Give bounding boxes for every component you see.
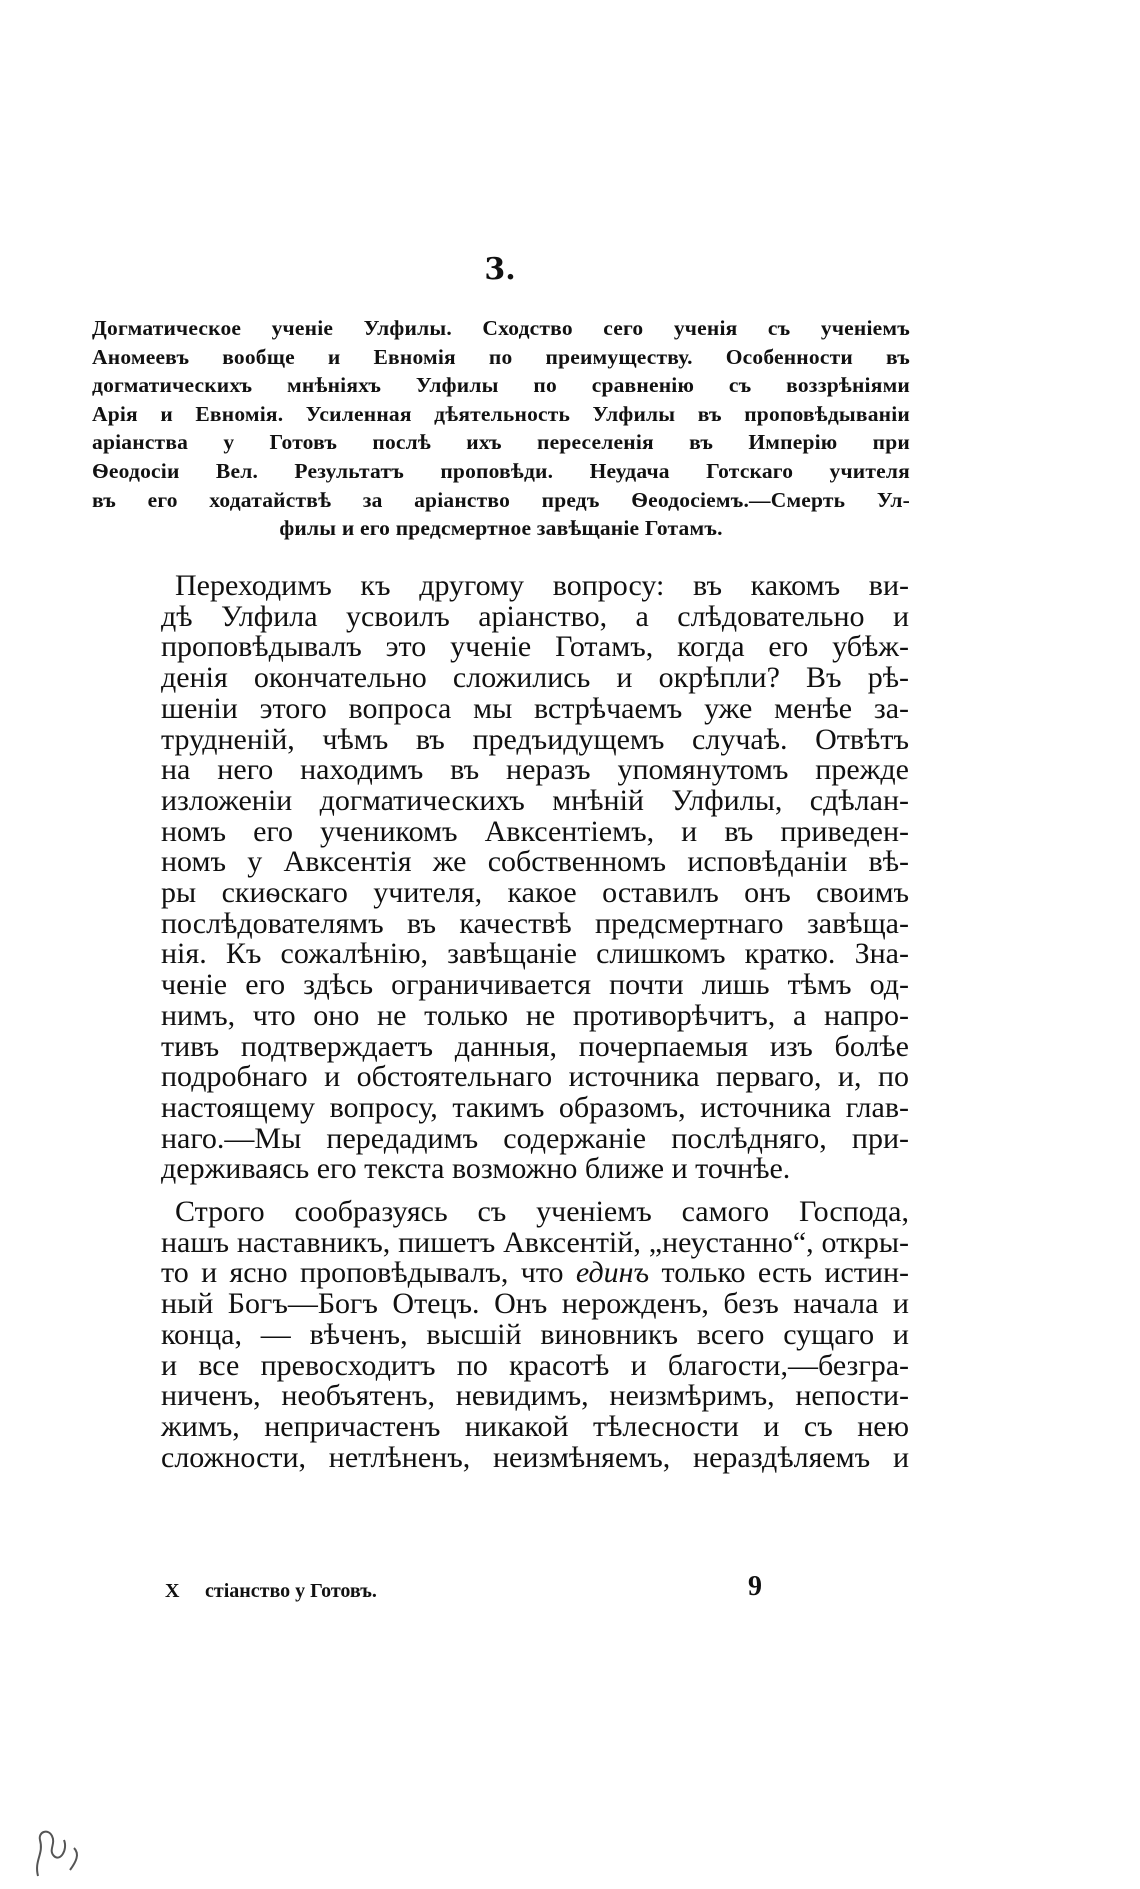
text-line: нимъ, что оно не только не противорѣчитъ, а напро- (161, 998, 909, 1032)
summary-line: Аномеевъ вообще и Евномія по преимуществу. Особенности въ (92, 344, 910, 369)
text-line: Строго сообразуясь съ ученіемъ самого Господа, (175, 1195, 909, 1229)
text-line: послѣдователямъ въ качествѣ предсмертнаго завѣща- (161, 906, 909, 940)
text-line: дѣ Улфила усвоилъ аріанство, а слѣдовательно и (161, 599, 909, 633)
signature-number: 9 (748, 1571, 762, 1602)
text-line: нія. Къ сожалѣнію, завѣщаніе слишкомъ кратко. Зна- (161, 937, 909, 971)
text-line: конца, — вѣченъ, высшій виновникъ всего сущаго и (161, 1317, 909, 1351)
text-line: ченіе его здѣсь ограничивается почти лишь тѣмъ од- (161, 968, 909, 1002)
text-line: и все превосходитъ по красотѣ и благости,—безгра- (161, 1348, 909, 1382)
signature-text: стіанство у Готовъ. (205, 1580, 377, 1602)
text-line: денія окончательно сложились и окрѣпли? Въ рѣ- (161, 661, 909, 695)
text-line-with-emphasis (161, 1258, 909, 1289)
text-line: сложности, нетлѣненъ, неизмѣняемъ, нераздѣляемъ и (161, 1440, 909, 1474)
text-line: трудненій, чѣмъ въ предъидущемъ случаѣ. Отвѣтъ (161, 722, 909, 756)
summary-line: аріанства у Готовъ послѣ ихъ переселенія въ Имперію при (92, 430, 910, 455)
emphasis-word: единъ (575, 1256, 650, 1290)
text-line: нашъ наставникъ, пишетъ Авксентій, „неустанно“, откры- (161, 1225, 909, 1259)
text-segment: только есть истин- (661, 1256, 910, 1290)
text-line: жимъ, непричастенъ никакой тѣлесности и съ нею (161, 1409, 909, 1443)
chapter-summary (92, 314, 910, 543)
summary-line: филы и его предсмертное завѣщаніе Готамъ. (279, 516, 723, 541)
text-line: ный Богъ—Богъ Отецъ. Онъ нерожденъ, безъ начала и (161, 1287, 909, 1321)
text-line: ры скиѳскаго учителя, какое оставилъ онъ своимъ (161, 876, 909, 910)
text-line: ниченъ, необъятенъ, невидимъ, неизмѣримъ, непости- (161, 1379, 909, 1413)
signature-mark: X (165, 1580, 180, 1602)
summary-line: Догматическое ученіе Улфилы. Сходство сего ученія съ ученіемъ (92, 316, 910, 340)
summary-line: догматическихъ мнѣніяхъ Улфилы по сравненію съ воззрѣніями (92, 373, 910, 398)
text-line: шеніи этого вопроса мы встрѣчаемъ уже менѣе за- (161, 691, 909, 725)
summary-line: Ѳеодосіи Вел. Результатъ проповѣди. Неудача Готскаго учителя (92, 458, 910, 483)
text-line: настоящему вопросу, такимъ образомъ, источника глав- (161, 1090, 909, 1124)
paragraph-2 (161, 1197, 909, 1473)
text-line: номъ у Авксентія же собственномъ исповѣданіи вѣ- (161, 845, 909, 879)
text-line: Переходимъ къ другому вопросу: въ какомъ ви- (175, 569, 909, 602)
body-text (161, 571, 909, 1473)
text-line: на него находимъ въ неразъ упомянутомъ прежде (161, 753, 909, 787)
summary-line: въ его ходатайствѣ за аріанство предъ Ѳеодосіемъ.—Смерть Ул- (92, 487, 910, 512)
text-line: наго.—Мы передадимъ содержаніе послѣдняго, при- (161, 1121, 909, 1155)
chapter-number: 3. (484, 252, 516, 287)
summary-line: Арія и Евномія. Усиленная дѣятельность Улфилы въ проповѣдываніи (92, 401, 910, 426)
text-line: тивъ подтверждаетъ данныя, почерпаемыя изъ болѣе (161, 1029, 909, 1063)
text-segment: то и ясно проповѣдывалъ, что (161, 1256, 564, 1290)
text-line: изложеніи догматическихъ мнѣній Улфилы, сдѣлан- (161, 783, 909, 817)
text-line: номъ его ученикомъ Авксентіемъ, и въ приведен- (161, 814, 909, 848)
text-line: держиваясь его текста возможно ближе и точнѣе. (161, 1152, 791, 1186)
paragraph-1 (161, 571, 909, 1185)
handwritten-margin-mark (30, 1810, 90, 1880)
text-line: проповѣдывалъ это ученіе Готамъ, когда его убѣж- (161, 630, 909, 664)
text-line: подробнаго и обстоятельнаго источника перваго, и, по (161, 1060, 909, 1094)
